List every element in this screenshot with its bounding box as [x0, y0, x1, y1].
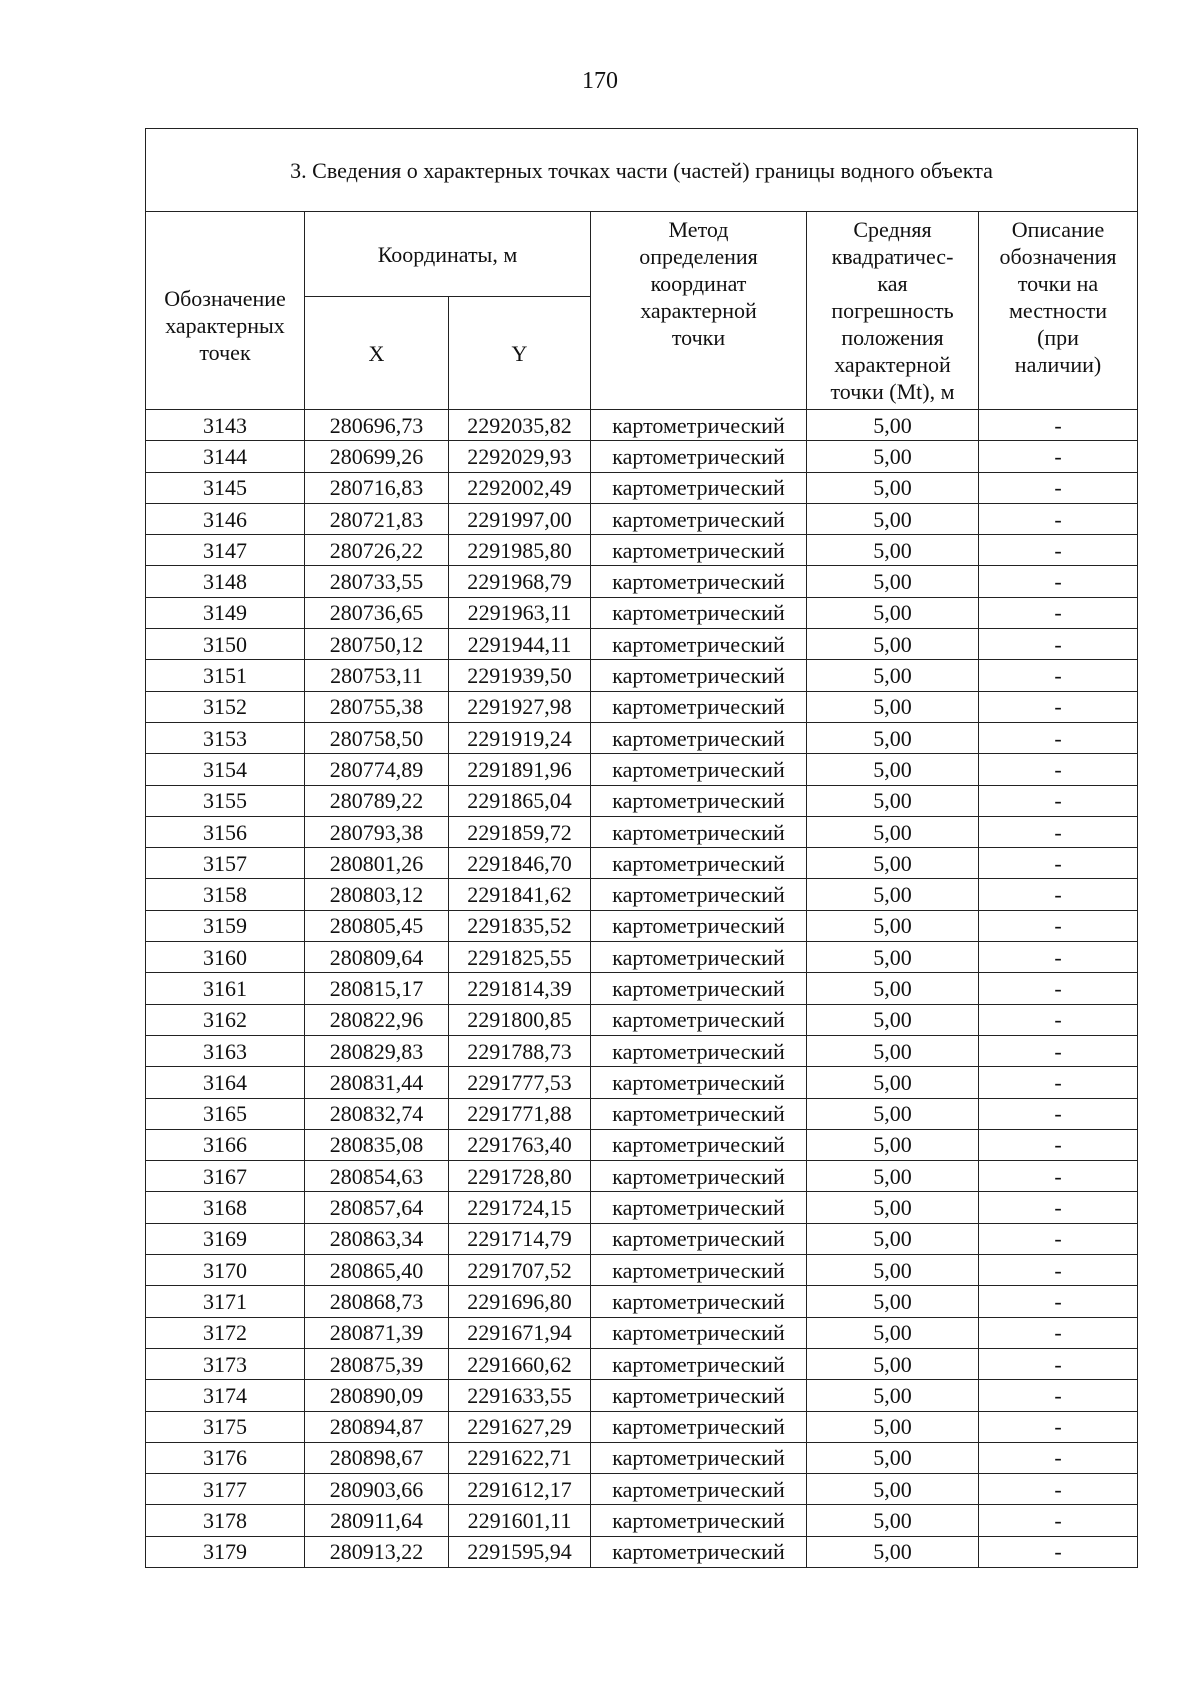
- cell-x: 280805,45: [305, 910, 449, 941]
- cell-description: -: [979, 1505, 1138, 1536]
- cell-y: 2292035,82: [449, 410, 591, 441]
- cell-description: -: [979, 660, 1138, 691]
- cell-description: -: [979, 1035, 1138, 1066]
- cell-y: 2291865,04: [449, 785, 591, 816]
- cell-x: 280696,73: [305, 410, 449, 441]
- cell-point: 3144: [146, 441, 305, 472]
- table-row: [146, 441, 1138, 472]
- cell-y: 2291825,55: [449, 942, 591, 973]
- cell-y: 2291814,39: [449, 973, 591, 1004]
- table-row: [146, 816, 1138, 847]
- cell-error: 5,00: [807, 1192, 979, 1223]
- table-row: [146, 1474, 1138, 1505]
- cell-x: 280863,34: [305, 1223, 449, 1254]
- cell-point: 3160: [146, 942, 305, 973]
- cell-method: картометрический: [591, 410, 807, 441]
- cell-x: 280716,83: [305, 472, 449, 503]
- header-point-line: Обозначение: [164, 286, 286, 311]
- table-row: [146, 722, 1138, 753]
- cell-description: -: [979, 472, 1138, 503]
- cell-description: -: [979, 691, 1138, 722]
- table-row: [146, 1192, 1138, 1223]
- cell-method: картометрический: [591, 754, 807, 785]
- cell-point: 3166: [146, 1129, 305, 1160]
- cell-description: -: [979, 1255, 1138, 1286]
- cell-error: 5,00: [807, 1380, 979, 1411]
- table-row: [146, 1161, 1138, 1192]
- header-error-line: характерной: [834, 352, 951, 377]
- cell-description: -: [979, 1411, 1138, 1442]
- header-method-line: координат: [650, 271, 747, 296]
- cell-method: картометрический: [591, 910, 807, 941]
- cell-x: 280736,65: [305, 597, 449, 628]
- cell-x: 280699,26: [305, 441, 449, 472]
- cell-point: 3157: [146, 848, 305, 879]
- cell-method: картометрический: [591, 816, 807, 847]
- cell-method: картометрический: [591, 1255, 807, 1286]
- cell-x: 280815,17: [305, 973, 449, 1004]
- cell-point: 3143: [146, 410, 305, 441]
- cell-y: 2291891,96: [449, 754, 591, 785]
- cell-point: 3162: [146, 1004, 305, 1035]
- cell-error: 5,00: [807, 1348, 979, 1379]
- page-number: 170: [582, 68, 618, 94]
- header-method-line: точки: [671, 325, 726, 350]
- cell-error: 5,00: [807, 1505, 979, 1536]
- cell-error: 5,00: [807, 942, 979, 973]
- cell-x: 280755,38: [305, 691, 449, 722]
- cell-x: 280857,64: [305, 1192, 449, 1223]
- cell-point: 3164: [146, 1067, 305, 1098]
- table-row: [146, 1223, 1138, 1254]
- cell-error: 5,00: [807, 597, 979, 628]
- cell-x: 280871,39: [305, 1317, 449, 1348]
- cell-x: 280894,87: [305, 1411, 449, 1442]
- header-coordinates: Координаты, м: [305, 212, 591, 297]
- header-point-line: точек: [199, 340, 251, 365]
- cell-error: 5,00: [807, 503, 979, 534]
- header-error-line: погрешность: [831, 298, 954, 323]
- cell-method: картометрический: [591, 535, 807, 566]
- cell-method: картометрический: [591, 629, 807, 660]
- cell-point: 3150: [146, 629, 305, 660]
- cell-method: картометрический: [591, 1004, 807, 1035]
- cell-y: 2291728,80: [449, 1161, 591, 1192]
- cell-description: -: [979, 816, 1138, 847]
- cell-error: 5,00: [807, 691, 979, 722]
- cell-method: картометрический: [591, 1474, 807, 1505]
- cell-method: картометрический: [591, 1192, 807, 1223]
- cell-error: 5,00: [807, 410, 979, 441]
- table-row: [146, 1348, 1138, 1379]
- cell-error: 5,00: [807, 1098, 979, 1129]
- cell-method: картометрический: [591, 1098, 807, 1129]
- table-row: [146, 1004, 1138, 1035]
- cell-method: картометрический: [591, 660, 807, 691]
- cell-error: 5,00: [807, 754, 979, 785]
- cell-method: картометрический: [591, 879, 807, 910]
- header-point-line: характерных: [165, 313, 285, 338]
- cell-y: 2291919,24: [449, 722, 591, 753]
- table-body: [146, 410, 1138, 1568]
- cell-point: 3176: [146, 1442, 305, 1473]
- cell-x: 280750,12: [305, 629, 449, 660]
- table-row: [146, 1505, 1138, 1536]
- table-row: [146, 566, 1138, 597]
- cell-method: картометрический: [591, 1223, 807, 1254]
- cell-x: 280890,09: [305, 1380, 449, 1411]
- header-error: [807, 212, 979, 410]
- table-row: [146, 1098, 1138, 1129]
- cell-y: 2291707,52: [449, 1255, 591, 1286]
- cell-x: 280829,83: [305, 1035, 449, 1066]
- cell-y: 2291714,79: [449, 1223, 591, 1254]
- cell-x: 280726,22: [305, 535, 449, 566]
- cell-description: -: [979, 1161, 1138, 1192]
- cell-description: -: [979, 1348, 1138, 1379]
- cell-error: 5,00: [807, 816, 979, 847]
- table-row: [146, 910, 1138, 941]
- cell-x: 280831,44: [305, 1067, 449, 1098]
- cell-point: 3171: [146, 1286, 305, 1317]
- cell-x: 280758,50: [305, 722, 449, 753]
- cell-point: 3153: [146, 722, 305, 753]
- header-y: Y: [449, 297, 591, 410]
- cell-description: -: [979, 566, 1138, 597]
- cell-y: 2291859,72: [449, 816, 591, 847]
- section-title: 3. Сведения о характерных точках части (частей) границы водного объекта: [146, 129, 1138, 212]
- cell-x: 280822,96: [305, 1004, 449, 1035]
- cell-error: 5,00: [807, 629, 979, 660]
- cell-y: 2291968,79: [449, 566, 591, 597]
- cell-description: -: [979, 1442, 1138, 1473]
- cell-point: 3174: [146, 1380, 305, 1411]
- header-description-line: точки на: [1017, 271, 1099, 296]
- header-x: X: [305, 297, 449, 410]
- cell-method: картометрический: [591, 1286, 807, 1317]
- header-description-line: (при: [1037, 325, 1079, 350]
- cell-y: 2291800,85: [449, 1004, 591, 1035]
- header-description-line: Описание: [1011, 217, 1105, 242]
- cell-y: 2291841,62: [449, 879, 591, 910]
- cell-method: картометрический: [591, 1161, 807, 1192]
- cell-method: картометрический: [591, 1442, 807, 1473]
- table-row: [146, 1317, 1138, 1348]
- header-method-line: характерной: [640, 298, 757, 323]
- cell-description: -: [979, 1004, 1138, 1035]
- cell-y: 2291788,73: [449, 1035, 591, 1066]
- cell-method: картометрический: [591, 848, 807, 879]
- coordinates-table: [145, 128, 1138, 1568]
- header-description-line: обозначения: [999, 244, 1117, 269]
- cell-error: 5,00: [807, 535, 979, 566]
- table-row: [146, 1411, 1138, 1442]
- cell-description: -: [979, 910, 1138, 941]
- header-error-line: точки (Mt), м: [830, 379, 955, 404]
- cell-error: 5,00: [807, 1161, 979, 1192]
- cell-error: 5,00: [807, 1442, 979, 1473]
- cell-x: 280854,63: [305, 1161, 449, 1192]
- cell-method: картометрический: [591, 942, 807, 973]
- cell-description: -: [979, 848, 1138, 879]
- header-description-line: местности: [1008, 298, 1108, 323]
- cell-method: картометрический: [591, 1035, 807, 1066]
- cell-description: -: [979, 785, 1138, 816]
- header-point: [146, 212, 305, 410]
- cell-description: -: [979, 942, 1138, 973]
- cell-x: 280793,38: [305, 816, 449, 847]
- header-error-line: Средняя: [853, 217, 932, 242]
- table-row: [146, 472, 1138, 503]
- cell-y: 2291724,15: [449, 1192, 591, 1223]
- cell-description: -: [979, 754, 1138, 785]
- cell-x: 280868,73: [305, 1286, 449, 1317]
- table-row: [146, 1129, 1138, 1160]
- cell-error: 5,00: [807, 785, 979, 816]
- cell-description: -: [979, 1474, 1138, 1505]
- cell-y: 2291696,80: [449, 1286, 591, 1317]
- cell-description: -: [979, 879, 1138, 910]
- cell-error: 5,00: [807, 910, 979, 941]
- cell-x: 280898,67: [305, 1442, 449, 1473]
- cell-error: 5,00: [807, 1129, 979, 1160]
- cell-error: 5,00: [807, 1474, 979, 1505]
- cell-x: 280774,89: [305, 754, 449, 785]
- cell-x: 280721,83: [305, 503, 449, 534]
- cell-point: 3152: [146, 691, 305, 722]
- header-method: [591, 212, 807, 410]
- cell-point: 3151: [146, 660, 305, 691]
- cell-point: 3145: [146, 472, 305, 503]
- cell-x: 280835,08: [305, 1129, 449, 1160]
- cell-description: -: [979, 1129, 1138, 1160]
- cell-description: -: [979, 597, 1138, 628]
- cell-y: 2291595,94: [449, 1536, 591, 1567]
- cell-error: 5,00: [807, 1286, 979, 1317]
- cell-y: 2291846,70: [449, 848, 591, 879]
- cell-point: 3159: [146, 910, 305, 941]
- table-row: [146, 1067, 1138, 1098]
- cell-method: картометрический: [591, 785, 807, 816]
- cell-point: 3170: [146, 1255, 305, 1286]
- table-row: [146, 848, 1138, 879]
- cell-method: картометрический: [591, 722, 807, 753]
- cell-error: 5,00: [807, 472, 979, 503]
- table-row: [146, 973, 1138, 1004]
- cell-point: 3158: [146, 879, 305, 910]
- cell-method: картометрический: [591, 1536, 807, 1567]
- cell-point: 3177: [146, 1474, 305, 1505]
- cell-error: 5,00: [807, 879, 979, 910]
- cell-x: 280832,74: [305, 1098, 449, 1129]
- table-row: [146, 1286, 1138, 1317]
- cell-y: 2291939,50: [449, 660, 591, 691]
- cell-method: картометрический: [591, 1129, 807, 1160]
- table-row: [146, 1380, 1138, 1411]
- table-row: [146, 629, 1138, 660]
- cell-y: 2291944,11: [449, 629, 591, 660]
- cell-point: 3148: [146, 566, 305, 597]
- header-method-line: определения: [639, 244, 758, 269]
- cell-y: 2291601,11: [449, 1505, 591, 1536]
- cell-description: -: [979, 1380, 1138, 1411]
- cell-point: 3155: [146, 785, 305, 816]
- cell-error: 5,00: [807, 1004, 979, 1035]
- cell-x: 280903,66: [305, 1474, 449, 1505]
- table-row: [146, 691, 1138, 722]
- cell-description: -: [979, 1536, 1138, 1567]
- cell-y: 2291997,00: [449, 503, 591, 534]
- cell-description: -: [979, 535, 1138, 566]
- table-row: [146, 535, 1138, 566]
- cell-point: 3156: [146, 816, 305, 847]
- cell-y: 2291777,53: [449, 1067, 591, 1098]
- cell-description: -: [979, 1286, 1138, 1317]
- cell-description: -: [979, 503, 1138, 534]
- cell-x: 280875,39: [305, 1348, 449, 1379]
- cell-point: 3147: [146, 535, 305, 566]
- cell-point: 3179: [146, 1536, 305, 1567]
- header-method-line: Метод: [668, 217, 729, 242]
- cell-y: 2292029,93: [449, 441, 591, 472]
- cell-point: 3168: [146, 1192, 305, 1223]
- table-row: [146, 942, 1138, 973]
- cell-y: 2291963,11: [449, 597, 591, 628]
- table-row: [146, 1035, 1138, 1066]
- cell-method: картометрический: [591, 691, 807, 722]
- cell-y: 2291927,98: [449, 691, 591, 722]
- cell-error: 5,00: [807, 566, 979, 597]
- cell-y: 2291633,55: [449, 1380, 591, 1411]
- cell-y: 2292002,49: [449, 472, 591, 503]
- cell-point: 3175: [146, 1411, 305, 1442]
- cell-point: 3149: [146, 597, 305, 628]
- cell-point: 3154: [146, 754, 305, 785]
- cell-x: 280733,55: [305, 566, 449, 597]
- table-row: [146, 1442, 1138, 1473]
- table-row: [146, 503, 1138, 534]
- cell-x: 280803,12: [305, 879, 449, 910]
- cell-point: 3178: [146, 1505, 305, 1536]
- cell-x: 280801,26: [305, 848, 449, 879]
- cell-method: картометрический: [591, 566, 807, 597]
- header-error-line: кая: [877, 271, 908, 296]
- cell-method: картометрический: [591, 1411, 807, 1442]
- cell-description: -: [979, 1192, 1138, 1223]
- cell-description: -: [979, 722, 1138, 753]
- cell-method: картометрический: [591, 1505, 807, 1536]
- cell-method: картометрический: [591, 1317, 807, 1348]
- table-row: [146, 597, 1138, 628]
- cell-method: картометрический: [591, 472, 807, 503]
- cell-description: -: [979, 973, 1138, 1004]
- cell-error: 5,00: [807, 973, 979, 1004]
- cell-x: 280789,22: [305, 785, 449, 816]
- cell-description: -: [979, 410, 1138, 441]
- cell-y: 2291612,17: [449, 1474, 591, 1505]
- table-row: [146, 879, 1138, 910]
- table-row: [146, 1536, 1138, 1567]
- cell-y: 2291763,40: [449, 1129, 591, 1160]
- cell-description: -: [979, 1317, 1138, 1348]
- header-description-line: наличии): [1014, 352, 1102, 377]
- table-row: [146, 660, 1138, 691]
- cell-error: 5,00: [807, 1317, 979, 1348]
- cell-method: картометрический: [591, 973, 807, 1004]
- cell-error: 5,00: [807, 722, 979, 753]
- cell-x: 280865,40: [305, 1255, 449, 1286]
- table-row: [146, 754, 1138, 785]
- cell-y: 2291835,52: [449, 910, 591, 941]
- cell-method: картометрический: [591, 597, 807, 628]
- cell-point: 3167: [146, 1161, 305, 1192]
- table-row: [146, 785, 1138, 816]
- cell-error: 5,00: [807, 1536, 979, 1567]
- cell-method: картометрический: [591, 441, 807, 472]
- cell-x: 280809,64: [305, 942, 449, 973]
- cell-description: -: [979, 1223, 1138, 1254]
- cell-method: картометрический: [591, 503, 807, 534]
- cell-description: -: [979, 1098, 1138, 1129]
- cell-point: 3172: [146, 1317, 305, 1348]
- header-description: [979, 212, 1138, 410]
- table-row: [146, 410, 1138, 441]
- cell-y: 2291671,94: [449, 1317, 591, 1348]
- cell-error: 5,00: [807, 1067, 979, 1098]
- cell-method: картометрический: [591, 1067, 807, 1098]
- cell-error: 5,00: [807, 1255, 979, 1286]
- cell-point: 3163: [146, 1035, 305, 1066]
- cell-y: 2291771,88: [449, 1098, 591, 1129]
- header-error-line: квадратичес-: [831, 244, 954, 269]
- cell-description: -: [979, 1067, 1138, 1098]
- cell-method: картометрический: [591, 1348, 807, 1379]
- table-row: [146, 1255, 1138, 1286]
- cell-description: -: [979, 629, 1138, 660]
- cell-y: 2291985,80: [449, 535, 591, 566]
- cell-y: 2291660,62: [449, 1348, 591, 1379]
- cell-point: 3169: [146, 1223, 305, 1254]
- cell-point: 3161: [146, 973, 305, 1004]
- cell-x: 280911,64: [305, 1505, 449, 1536]
- cell-y: 2291622,71: [449, 1442, 591, 1473]
- header-error-line: положения: [841, 325, 944, 350]
- cell-error: 5,00: [807, 660, 979, 691]
- cell-point: 3165: [146, 1098, 305, 1129]
- cell-y: 2291627,29: [449, 1411, 591, 1442]
- cell-point: 3146: [146, 503, 305, 534]
- cell-method: картометрический: [591, 1380, 807, 1411]
- cell-error: 5,00: [807, 1035, 979, 1066]
- cell-error: 5,00: [807, 848, 979, 879]
- cell-error: 5,00: [807, 1223, 979, 1254]
- cell-description: -: [979, 441, 1138, 472]
- cell-x: 280753,11: [305, 660, 449, 691]
- cell-point: 3173: [146, 1348, 305, 1379]
- cell-error: 5,00: [807, 1411, 979, 1442]
- cell-error: 5,00: [807, 441, 979, 472]
- cell-x: 280913,22: [305, 1536, 449, 1567]
